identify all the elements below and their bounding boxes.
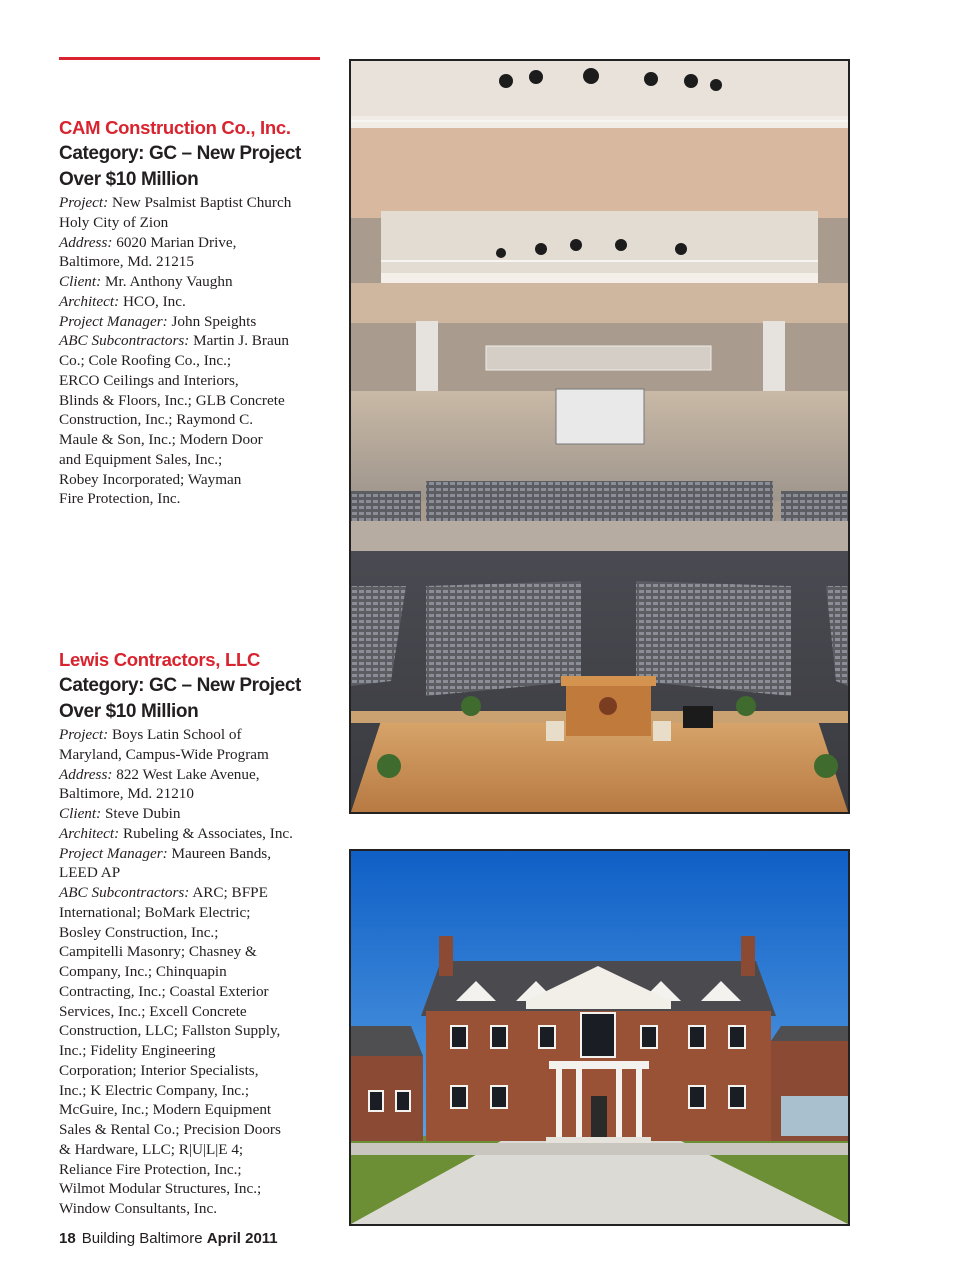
detail-label: Architect: xyxy=(59,292,120,310)
detail-line xyxy=(59,1199,329,1219)
detail-label: Address: xyxy=(59,765,113,783)
detail-text: 6020 Marian Drive, xyxy=(112,233,237,251)
detail-label: ABC Subcontractors: xyxy=(59,332,190,350)
detail-label: Project Manager: xyxy=(59,844,168,862)
detail-text: Boys Latin School of xyxy=(108,726,242,743)
detail-line xyxy=(59,923,329,943)
detail-text: Campitelli Masonry; Chasney & xyxy=(59,943,257,961)
detail-line xyxy=(59,272,329,292)
detail-text: & Hardware, LLC; R|U|L|E 4; xyxy=(59,1140,244,1158)
entry-details xyxy=(59,725,329,1219)
detail-text: Robey Incorporated; Wayman xyxy=(59,470,242,488)
detail-label: Client: xyxy=(59,805,102,822)
detail-text: Reliance Fire Protection, Inc.; xyxy=(59,1160,242,1178)
category-line: Category: GC – New Project xyxy=(59,675,301,696)
issue-date: April 2011 xyxy=(206,1230,278,1247)
top-accent-rule xyxy=(59,57,320,60)
school-building-photo xyxy=(349,849,850,1226)
detail-line xyxy=(59,292,329,312)
detail-text: Maryland, Campus-Wide Program xyxy=(59,745,269,763)
detail-label: Project: xyxy=(59,726,109,743)
detail-text: Inc.; Fidelity Engineering xyxy=(59,1042,216,1059)
detail-text: Holy City of Zion xyxy=(59,213,169,231)
detail-line xyxy=(59,1140,329,1160)
detail-text: Steve Dubin xyxy=(101,805,181,822)
detail-text: Corporation; Interior Specialists, xyxy=(59,1061,259,1079)
detail-line xyxy=(59,489,329,509)
detail-line xyxy=(59,193,329,213)
category-line: Category: GC – New Project xyxy=(59,143,301,164)
detail-text: Maule & Son, Inc.; Modern Door xyxy=(59,431,263,448)
detail-label: ABC Subcontractors: xyxy=(59,884,190,901)
detail-text: ERCO Ceilings and Interiors, xyxy=(59,371,239,389)
detail-line xyxy=(59,863,329,883)
detail-label: Client: xyxy=(59,273,102,290)
detail-line xyxy=(59,745,329,765)
detail-line xyxy=(59,1179,329,1199)
detail-text: Rubeling & Associates, Inc. xyxy=(119,824,293,842)
detail-line xyxy=(59,450,329,470)
detail-line xyxy=(59,982,329,1002)
detail-line xyxy=(59,1120,329,1140)
detail-line xyxy=(59,470,329,490)
detail-line xyxy=(59,765,329,785)
category-heading xyxy=(59,673,329,725)
detail-line xyxy=(59,1100,329,1120)
publication-name: Building Baltimore xyxy=(81,1230,203,1247)
detail-text: International; BoMark Electric; xyxy=(59,903,251,921)
detail-text: Company, Inc.; Chinquapin xyxy=(59,963,227,980)
detail-text: Maureen Bands, xyxy=(167,844,272,862)
detail-line xyxy=(59,430,329,450)
detail-line xyxy=(59,903,329,923)
detail-line xyxy=(59,331,329,351)
detail-text: McGuire, Inc.; Modern Equipment xyxy=(59,1101,272,1119)
detail-line xyxy=(59,883,329,903)
detail-label: Project: xyxy=(59,194,109,211)
detail-text: and Equipment Sales, Inc.; xyxy=(59,450,223,468)
detail-text: Martin J. Braun xyxy=(189,332,289,350)
detail-line xyxy=(59,1081,329,1101)
detail-line xyxy=(59,233,329,253)
detail-line xyxy=(59,1061,329,1081)
detail-line xyxy=(59,1021,329,1041)
detail-line xyxy=(59,252,329,272)
school-building-illustration xyxy=(351,851,848,1224)
company-name: CAM Construction Co., Inc. xyxy=(59,117,291,138)
detail-text: Baltimore, Md. 21210 xyxy=(59,785,194,803)
detail-label: Architect: xyxy=(59,824,120,842)
detail-line xyxy=(59,410,329,430)
detail-line xyxy=(59,391,329,411)
detail-line xyxy=(59,312,329,332)
company-name: Lewis Contractors, LLC xyxy=(59,649,261,670)
detail-text: 822 West Lake Avenue, xyxy=(112,765,260,783)
detail-line xyxy=(59,1002,329,1022)
detail-text: John Speights xyxy=(167,312,257,330)
detail-text: Wilmot Modular Structures, Inc.; xyxy=(59,1180,262,1198)
detail-line xyxy=(59,1160,329,1180)
detail-text: Construction, Inc.; Raymond C. xyxy=(59,411,254,429)
detail-text: Bosley Construction, Inc.; xyxy=(59,923,219,941)
detail-text: ARC; BFPE xyxy=(189,884,268,901)
entry-cam-construction xyxy=(59,117,329,509)
detail-text: Sales & Rental Co.; Precision Doors xyxy=(59,1121,281,1138)
detail-text: Fire Protection, Inc. xyxy=(59,490,181,508)
detail-label: Address: xyxy=(59,233,113,251)
detail-text: Baltimore, Md. 21215 xyxy=(59,253,194,271)
detail-text: HCO, Inc. xyxy=(119,292,186,310)
detail-line xyxy=(59,824,329,844)
detail-line xyxy=(59,1041,329,1061)
detail-line xyxy=(59,942,329,962)
detail-text: Inc.; K Electric Company, Inc.; xyxy=(59,1081,250,1099)
sanctuary-illustration xyxy=(351,61,848,812)
detail-line xyxy=(59,725,329,745)
detail-text: Window Consultants, Inc. xyxy=(59,1200,217,1217)
entry-lewis-contractors xyxy=(59,649,329,1219)
detail-line xyxy=(59,962,329,982)
detail-text: Contracting, Inc.; Coastal Exterior xyxy=(59,982,269,1000)
detail-label: Project Manager: xyxy=(59,312,168,330)
detail-line xyxy=(59,784,329,804)
category-line: Over $10 Million xyxy=(59,169,199,190)
detail-line xyxy=(59,844,329,864)
detail-text: Construction, LLC; Fallston Supply, xyxy=(59,1022,281,1040)
sanctuary-photo xyxy=(349,59,850,814)
entry-details xyxy=(59,193,329,509)
page-footer xyxy=(59,1230,278,1247)
category-line: Over $10 Million xyxy=(59,701,199,722)
detail-text: Services, Inc.; Excell Concrete xyxy=(59,1002,247,1020)
page-number: 18 xyxy=(59,1230,76,1247)
detail-line xyxy=(59,213,329,233)
detail-text: Co.; Cole Roofing Co., Inc.; xyxy=(59,352,232,369)
category-heading xyxy=(59,141,329,193)
detail-text: New Psalmist Baptist Church xyxy=(108,194,292,211)
detail-text: LEED AP xyxy=(59,864,121,882)
detail-line xyxy=(59,351,329,371)
detail-text: Mr. Anthony Vaughn xyxy=(101,273,233,290)
detail-line xyxy=(59,804,329,824)
detail-line xyxy=(59,371,329,391)
detail-text: Blinds & Floors, Inc.; GLB Concrete xyxy=(59,391,285,409)
